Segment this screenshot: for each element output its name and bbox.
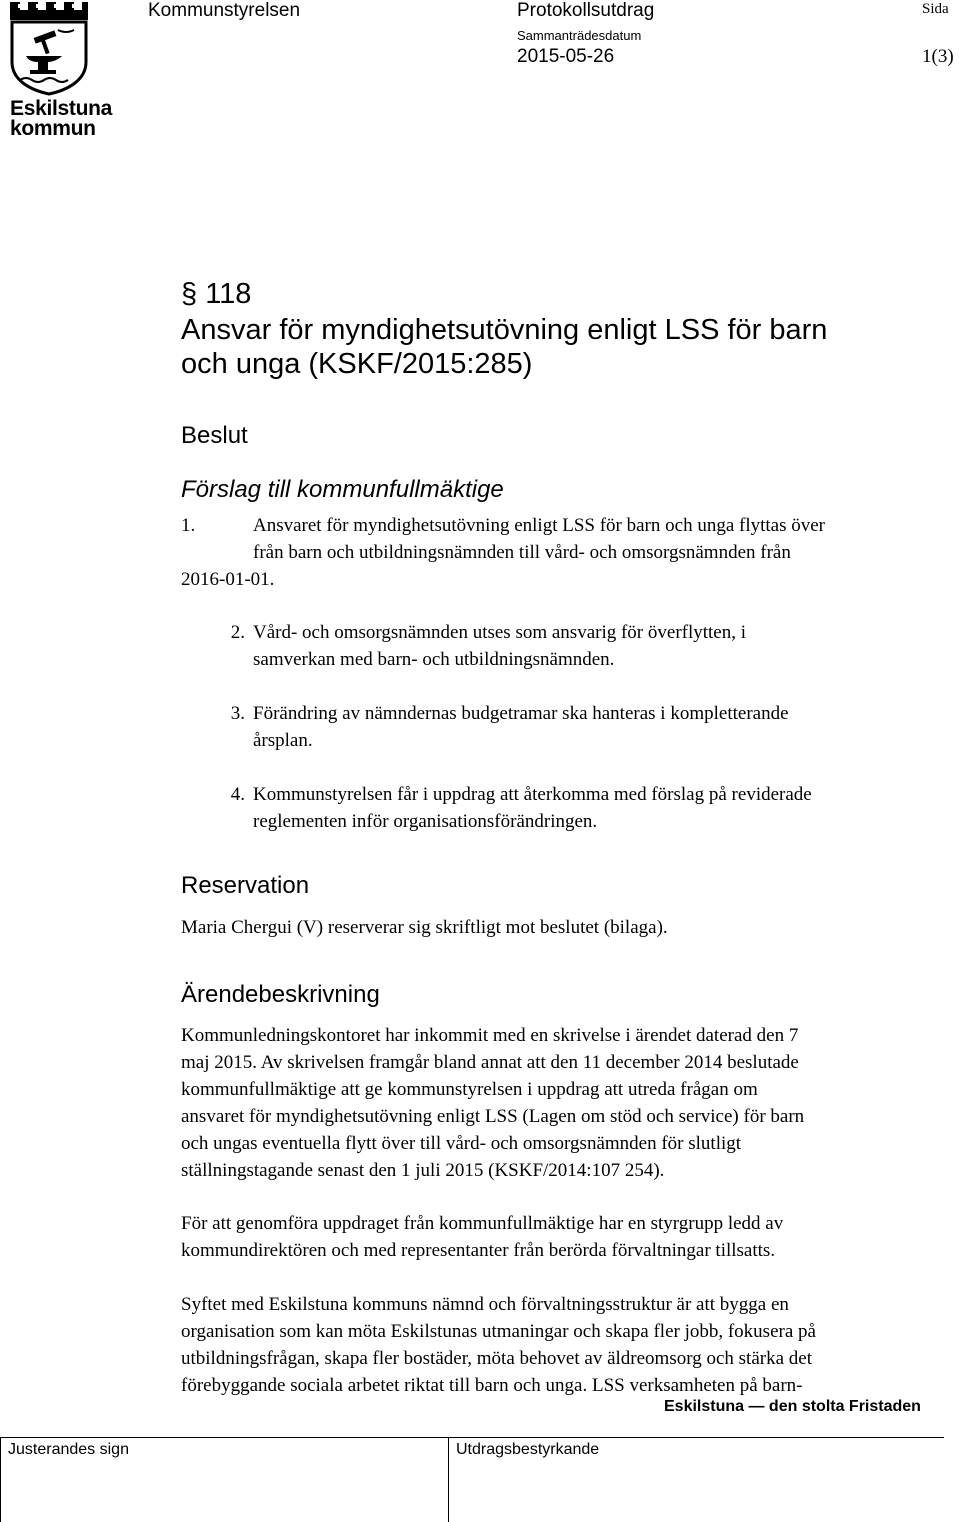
section-number: § 118 — [181, 278, 252, 310]
header-page-label: Sida — [922, 1, 949, 17]
arende-paragraph-2: För att genomföra uppdraget från kommunfullmäktige har en styrgrupp ledd av kommundirektören och med representanter från berörda förvaltningar tillsatts. — [181, 1213, 784, 1261]
beslut-heading: Beslut — [181, 422, 248, 449]
footer-tagline: Eskilstuna — den stolta Fristaden — [664, 1398, 921, 1415]
beslut-subheading: Förslag till kommunfullmäktige — [181, 476, 504, 503]
header-date-label: Sammanträdesdatum — [517, 28, 642, 43]
reservation-text: Maria Chergui (V) reserverar sig skriftligt mot beslutet (bilaga). — [181, 917, 668, 938]
footer-left-border — [0, 1437, 1, 1522]
header-date: 2015-05-26 — [517, 46, 615, 67]
beslut-item-2: 2. Vård- och omsorgsnämnden utses som ansvarig för överflytten, i samverkan med barn- och utbildningsnämnden. — [230, 622, 747, 670]
footer-mid-border — [448, 1437, 449, 1522]
beslut-item-1: 1. Ansvaret för myndighetsutövning enligt LSS för barn och unga flyttas över från barn och utbildningsnämnden till vård- och omsorgsnämnden från — [181, 515, 826, 563]
section-title-line1: Ansvar för myndighetsutövning enligt LSS för barn — [181, 314, 828, 346]
section-sign-icon: § — [181, 278, 198, 310]
beslut-item-1-line3: 2016-01-01. — [181, 569, 275, 590]
section-title-line2: och unga (KSKF/2015:285) — [181, 348, 533, 380]
footer-divider — [0, 1437, 944, 1438]
header-page-number: 1(3) — [922, 46, 954, 67]
arende-paragraph-3: Syftet med Eskilstuna kommuns nämnd och förvaltningsstruktur är att bygga en organisation som kan möta Eskilstunas utmaningar och skapa fler jobb, fokusera på utbildningsfrågan, skapa fler bostäder, möta behovet av äldreomsorg och stärka det förebyggande sociala arbetet riktat till barn och unga. LSS verksamheten på barn- — [181, 1294, 816, 1396]
beslut-item-3: 3. Förändring av nämndernas budgetramar ska hanteras i kompletterande årsplan. — [230, 703, 789, 751]
header-org: Kommunstyrelsen — [148, 0, 301, 21]
coat-of-arms-icon — [8, 0, 90, 96]
footer-sign-label: Justerandes sign — [8, 1441, 129, 1458]
logo-line1: Eskilstuna — [10, 97, 113, 120]
footer-cert-label: Utdragsbestyrkande — [456, 1441, 600, 1458]
header-doc-type: Protokollsutdrag — [517, 0, 655, 21]
logo-line2: kommun — [10, 117, 96, 140]
arende-heading: Ärendebeskrivning — [181, 981, 380, 1008]
reservation-heading: Reservation — [181, 872, 310, 899]
beslut-item-4: 4. Kommunstyrelsen får i uppdrag att återkomma med förslag på reviderade reglementen inför organisationsförändringen. — [230, 784, 812, 832]
eskilstuna-logo — [8, 0, 113, 140]
arende-paragraph-1: Kommunledningskontoret har inkommit med en skrivelse i ärendet daterad den 7 maj 2015. Av skrivelsen framgår bland annat att den 11 december 2014 beslutade kommunfullmäktige att ge kommunstyrelsen i uppdrag att utreda frågan om ansvaret för myndighetsutövning enligt LSS (Lagen om stöd och service) för barn och ungas eventuella flytt över till vård- och omsorgsnämnden för slutligt ställningstagande senast den 1 juli 2015 (KSKF/2014:107 254). — [181, 1025, 805, 1181]
